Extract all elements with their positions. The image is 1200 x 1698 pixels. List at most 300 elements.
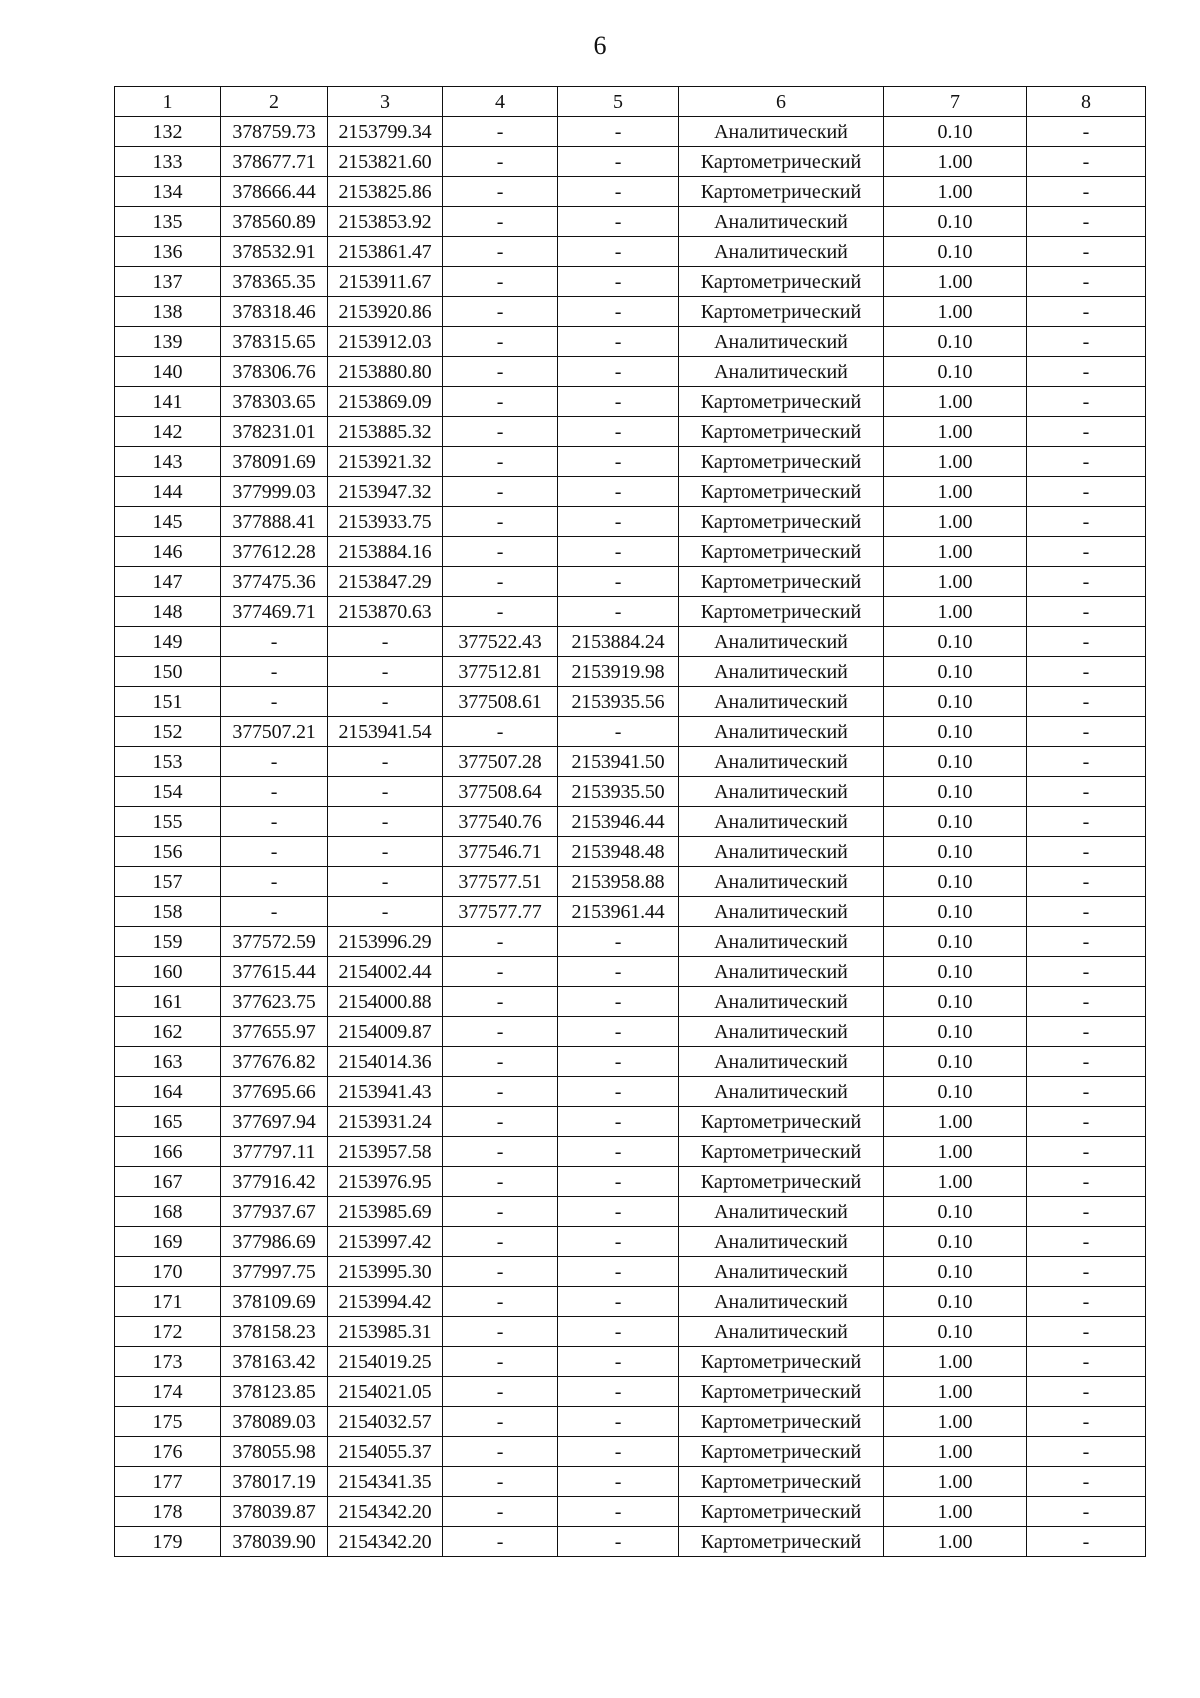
note-cell: - xyxy=(1027,1317,1146,1347)
x-alt-coordinate-cell: 377508.61 xyxy=(443,687,558,717)
accuracy-cell: 0.10 xyxy=(884,777,1027,807)
table-row xyxy=(115,477,1146,507)
accuracy-cell: 1.00 xyxy=(884,447,1027,477)
x-coordinate-cell: 377999.03 xyxy=(221,477,328,507)
y-coordinate-cell: 2153985.31 xyxy=(328,1317,443,1347)
x-alt-coordinate-cell: - xyxy=(443,1227,558,1257)
accuracy-cell: 1.00 xyxy=(884,1527,1027,1557)
method-cell: Аналитический xyxy=(679,957,884,987)
point-number-cell: 152 xyxy=(115,717,221,747)
x-coordinate-cell: 378666.44 xyxy=(221,177,328,207)
note-cell: - xyxy=(1027,1287,1146,1317)
x-alt-coordinate-cell: - xyxy=(443,477,558,507)
table-row xyxy=(115,1017,1146,1047)
x-coordinate-cell: 377888.41 xyxy=(221,507,328,537)
note-cell: - xyxy=(1027,1107,1146,1137)
accuracy-cell: 0.10 xyxy=(884,867,1027,897)
y-coordinate-cell: 2153921.32 xyxy=(328,447,443,477)
point-number-cell: 145 xyxy=(115,507,221,537)
method-cell: Аналитический xyxy=(679,807,884,837)
method-cell: Аналитический xyxy=(679,1287,884,1317)
y-coordinate-cell: 2153821.60 xyxy=(328,147,443,177)
table-row xyxy=(115,987,1146,1017)
x-coordinate-cell: 377612.28 xyxy=(221,537,328,567)
method-cell: Аналитический xyxy=(679,1077,884,1107)
table-row xyxy=(115,1377,1146,1407)
note-cell: - xyxy=(1027,987,1146,1017)
y-alt-coordinate-cell: - xyxy=(558,207,679,237)
note-cell: - xyxy=(1027,1377,1146,1407)
y-alt-coordinate-cell: - xyxy=(558,237,679,267)
y-coordinate-cell: 2153885.32 xyxy=(328,417,443,447)
note-cell: - xyxy=(1027,297,1146,327)
table-row xyxy=(115,1467,1146,1497)
y-coordinate-cell: - xyxy=(328,807,443,837)
header-row xyxy=(115,87,1146,117)
accuracy-cell: 0.10 xyxy=(884,1077,1027,1107)
accuracy-cell: 0.10 xyxy=(884,1227,1027,1257)
method-cell: Аналитический xyxy=(679,237,884,267)
x-alt-coordinate-cell: - xyxy=(443,1317,558,1347)
y-alt-coordinate-cell: 2153935.56 xyxy=(558,687,679,717)
x-coordinate-cell: 378306.76 xyxy=(221,357,328,387)
y-alt-coordinate-cell: - xyxy=(558,507,679,537)
accuracy-cell: 1.00 xyxy=(884,267,1027,297)
y-alt-coordinate-cell: 2153948.48 xyxy=(558,837,679,867)
y-alt-coordinate-cell: - xyxy=(558,1317,679,1347)
x-coordinate-cell: 378315.65 xyxy=(221,327,328,357)
point-number-cell: 179 xyxy=(115,1527,221,1557)
y-alt-coordinate-cell: - xyxy=(558,357,679,387)
accuracy-cell: 0.10 xyxy=(884,207,1027,237)
y-alt-coordinate-cell: - xyxy=(558,1107,679,1137)
y-coordinate-cell: 2153869.09 xyxy=(328,387,443,417)
method-cell: Аналитический xyxy=(679,687,884,717)
y-coordinate-cell: 2154019.25 xyxy=(328,1347,443,1377)
accuracy-cell: 0.10 xyxy=(884,1197,1027,1227)
method-cell: Картометрический xyxy=(679,597,884,627)
x-coordinate-cell: 378089.03 xyxy=(221,1407,328,1437)
note-cell: - xyxy=(1027,1437,1146,1467)
point-number-cell: 171 xyxy=(115,1287,221,1317)
method-cell: Аналитический xyxy=(679,1017,884,1047)
table-row xyxy=(115,777,1146,807)
table-row xyxy=(115,1227,1146,1257)
x-coordinate-cell: 378039.90 xyxy=(221,1527,328,1557)
accuracy-cell: 0.10 xyxy=(884,1047,1027,1077)
y-coordinate-cell: 2153912.03 xyxy=(328,327,443,357)
page-number: 6 xyxy=(593,31,607,60)
accuracy-cell: 0.10 xyxy=(884,1317,1027,1347)
x-alt-coordinate-cell: 377522.43 xyxy=(443,627,558,657)
note-cell: - xyxy=(1027,717,1146,747)
note-cell: - xyxy=(1027,1197,1146,1227)
method-cell: Аналитический xyxy=(679,987,884,1017)
x-alt-coordinate-cell: - xyxy=(443,1257,558,1287)
x-coordinate-cell: 378303.65 xyxy=(221,387,328,417)
accuracy-cell: 0.10 xyxy=(884,927,1027,957)
accuracy-cell: 0.10 xyxy=(884,1257,1027,1287)
note-cell: - xyxy=(1027,1527,1146,1557)
x-coordinate-cell: 377469.71 xyxy=(221,597,328,627)
y-alt-coordinate-cell: - xyxy=(558,1227,679,1257)
point-number-cell: 153 xyxy=(115,747,221,777)
table-row xyxy=(115,1497,1146,1527)
table-row xyxy=(115,447,1146,477)
point-number-cell: 166 xyxy=(115,1137,221,1167)
x-alt-coordinate-cell: 377508.64 xyxy=(443,777,558,807)
table-row xyxy=(115,1287,1146,1317)
table-row xyxy=(115,507,1146,537)
x-alt-coordinate-cell: - xyxy=(443,927,558,957)
y-alt-coordinate-cell: - xyxy=(558,957,679,987)
table-row xyxy=(115,1137,1146,1167)
method-cell: Аналитический xyxy=(679,1227,884,1257)
y-alt-coordinate-cell: - xyxy=(558,327,679,357)
note-cell: - xyxy=(1027,837,1146,867)
method-cell: Картометрический xyxy=(679,1467,884,1497)
accuracy-cell: 1.00 xyxy=(884,537,1027,567)
table-row xyxy=(115,717,1146,747)
y-coordinate-cell: - xyxy=(328,897,443,927)
y-coordinate-cell: 2154021.05 xyxy=(328,1377,443,1407)
x-coordinate-cell: 378560.89 xyxy=(221,207,328,237)
accuracy-cell: 0.10 xyxy=(884,687,1027,717)
accuracy-cell: 0.10 xyxy=(884,747,1027,777)
point-number-cell: 159 xyxy=(115,927,221,957)
note-cell: - xyxy=(1027,747,1146,777)
table-row xyxy=(115,837,1146,867)
point-number-cell: 140 xyxy=(115,357,221,387)
accuracy-cell: 1.00 xyxy=(884,567,1027,597)
y-coordinate-cell: 2153996.29 xyxy=(328,927,443,957)
x-alt-coordinate-cell: 377577.51 xyxy=(443,867,558,897)
y-coordinate-cell: 2153995.30 xyxy=(328,1257,443,1287)
x-alt-coordinate-cell: - xyxy=(443,237,558,267)
table-row xyxy=(115,267,1146,297)
y-alt-coordinate-cell: - xyxy=(558,297,679,327)
note-cell: - xyxy=(1027,117,1146,147)
method-cell: Картометрический xyxy=(679,177,884,207)
method-cell: Аналитический xyxy=(679,897,884,927)
method-cell: Аналитический xyxy=(679,1197,884,1227)
accuracy-cell: 0.10 xyxy=(884,327,1027,357)
note-cell: - xyxy=(1027,1257,1146,1287)
x-coordinate-cell: 377937.67 xyxy=(221,1197,328,1227)
y-coordinate-cell: 2154341.35 xyxy=(328,1467,443,1497)
y-alt-coordinate-cell: - xyxy=(558,1377,679,1407)
note-cell: - xyxy=(1027,1167,1146,1197)
y-alt-coordinate-cell: 2153958.88 xyxy=(558,867,679,897)
x-alt-coordinate-cell: 377540.76 xyxy=(443,807,558,837)
table-row xyxy=(115,297,1146,327)
table-row xyxy=(115,117,1146,147)
y-alt-coordinate-cell: - xyxy=(558,1167,679,1197)
x-coordinate-cell: 377797.11 xyxy=(221,1137,328,1167)
y-alt-coordinate-cell: - xyxy=(558,1497,679,1527)
point-number-cell: 169 xyxy=(115,1227,221,1257)
method-cell: Аналитический xyxy=(679,327,884,357)
x-coordinate-cell: 377986.69 xyxy=(221,1227,328,1257)
point-number-cell: 174 xyxy=(115,1377,221,1407)
point-number-cell: 147 xyxy=(115,567,221,597)
x-alt-coordinate-cell: 377507.28 xyxy=(443,747,558,777)
note-cell: - xyxy=(1027,357,1146,387)
y-coordinate-cell: 2153931.24 xyxy=(328,1107,443,1137)
column-header: 1 xyxy=(115,87,221,117)
x-coordinate-cell: 378677.71 xyxy=(221,147,328,177)
method-cell: Картометрический xyxy=(679,1527,884,1557)
point-number-cell: 158 xyxy=(115,897,221,927)
y-coordinate-cell: 2153941.43 xyxy=(328,1077,443,1107)
point-number-cell: 146 xyxy=(115,537,221,567)
method-cell: Аналитический xyxy=(679,837,884,867)
y-alt-coordinate-cell: 2153884.24 xyxy=(558,627,679,657)
note-cell: - xyxy=(1027,447,1146,477)
coordinates-table xyxy=(114,86,1146,1557)
column-header: 8 xyxy=(1027,87,1146,117)
accuracy-cell: 1.00 xyxy=(884,1347,1027,1377)
point-number-cell: 135 xyxy=(115,207,221,237)
x-coordinate-cell: 378163.42 xyxy=(221,1347,328,1377)
x-coordinate-cell: - xyxy=(221,747,328,777)
note-cell: - xyxy=(1027,237,1146,267)
note-cell: - xyxy=(1027,567,1146,597)
x-coordinate-cell: - xyxy=(221,777,328,807)
x-coordinate-cell: 377623.75 xyxy=(221,987,328,1017)
note-cell: - xyxy=(1027,807,1146,837)
accuracy-cell: 1.00 xyxy=(884,477,1027,507)
y-alt-coordinate-cell: 2153935.50 xyxy=(558,777,679,807)
note-cell: - xyxy=(1027,1467,1146,1497)
y-alt-coordinate-cell: - xyxy=(558,417,679,447)
x-coordinate-cell: 377997.75 xyxy=(221,1257,328,1287)
x-alt-coordinate-cell: 377546.71 xyxy=(443,837,558,867)
table-row xyxy=(115,387,1146,417)
x-coordinate-cell: 377655.97 xyxy=(221,1017,328,1047)
accuracy-cell: 1.00 xyxy=(884,1497,1027,1527)
point-number-cell: 134 xyxy=(115,177,221,207)
table-row xyxy=(115,657,1146,687)
y-coordinate-cell: 2153941.54 xyxy=(328,717,443,747)
y-alt-coordinate-cell: - xyxy=(558,567,679,597)
y-coordinate-cell: 2153799.34 xyxy=(328,117,443,147)
y-alt-coordinate-cell: - xyxy=(558,1077,679,1107)
accuracy-cell: 1.00 xyxy=(884,147,1027,177)
table-row xyxy=(115,327,1146,357)
accuracy-cell: 1.00 xyxy=(884,507,1027,537)
y-alt-coordinate-cell: 2153946.44 xyxy=(558,807,679,837)
note-cell: - xyxy=(1027,657,1146,687)
y-alt-coordinate-cell: - xyxy=(558,177,679,207)
note-cell: - xyxy=(1027,1347,1146,1377)
accuracy-cell: 0.10 xyxy=(884,657,1027,687)
x-alt-coordinate-cell: - xyxy=(443,267,558,297)
note-cell: - xyxy=(1027,627,1146,657)
accuracy-cell: 1.00 xyxy=(884,1437,1027,1467)
method-cell: Аналитический xyxy=(679,117,884,147)
note-cell: - xyxy=(1027,177,1146,207)
point-number-cell: 148 xyxy=(115,597,221,627)
table-row xyxy=(115,1047,1146,1077)
table-row xyxy=(115,807,1146,837)
point-number-cell: 139 xyxy=(115,327,221,357)
note-cell: - xyxy=(1027,597,1146,627)
note-cell: - xyxy=(1027,507,1146,537)
point-number-cell: 172 xyxy=(115,1317,221,1347)
x-alt-coordinate-cell: - xyxy=(443,1137,558,1167)
accuracy-cell: 0.10 xyxy=(884,987,1027,1017)
note-cell: - xyxy=(1027,777,1146,807)
point-number-cell: 155 xyxy=(115,807,221,837)
method-cell: Аналитический xyxy=(679,747,884,777)
table-row xyxy=(115,147,1146,177)
x-alt-coordinate-cell: - xyxy=(443,1407,558,1437)
method-cell: Аналитический xyxy=(679,927,884,957)
x-alt-coordinate-cell: - xyxy=(443,957,558,987)
y-alt-coordinate-cell: - xyxy=(558,717,679,747)
x-alt-coordinate-cell: 377577.77 xyxy=(443,897,558,927)
y-alt-coordinate-cell: - xyxy=(558,1197,679,1227)
note-cell: - xyxy=(1027,327,1146,357)
x-alt-coordinate-cell: - xyxy=(443,147,558,177)
x-coordinate-cell: - xyxy=(221,837,328,867)
table-row xyxy=(115,897,1146,927)
x-coordinate-cell: 378365.35 xyxy=(221,267,328,297)
y-alt-coordinate-cell: - xyxy=(558,1137,679,1167)
note-cell: - xyxy=(1027,387,1146,417)
accuracy-cell: 0.10 xyxy=(884,717,1027,747)
x-alt-coordinate-cell: - xyxy=(443,1497,558,1527)
x-coordinate-cell: 377475.36 xyxy=(221,567,328,597)
y-coordinate-cell: 2153997.42 xyxy=(328,1227,443,1257)
method-cell: Картометрический xyxy=(679,1107,884,1137)
x-alt-coordinate-cell: - xyxy=(443,1467,558,1497)
y-alt-coordinate-cell: - xyxy=(558,1437,679,1467)
x-coordinate-cell: 378039.87 xyxy=(221,1497,328,1527)
table-row xyxy=(115,927,1146,957)
note-cell: - xyxy=(1027,417,1146,447)
column-header: 4 xyxy=(443,87,558,117)
y-coordinate-cell: - xyxy=(328,867,443,897)
table-row xyxy=(115,1527,1146,1557)
accuracy-cell: 1.00 xyxy=(884,177,1027,207)
y-coordinate-cell: 2153957.58 xyxy=(328,1137,443,1167)
method-cell: Картометрический xyxy=(679,267,884,297)
x-alt-coordinate-cell: - xyxy=(443,387,558,417)
y-alt-coordinate-cell: - xyxy=(558,987,679,1017)
y-coordinate-cell: 2153976.95 xyxy=(328,1167,443,1197)
x-coordinate-cell: 378158.23 xyxy=(221,1317,328,1347)
table-row xyxy=(115,1437,1146,1467)
x-alt-coordinate-cell: - xyxy=(443,597,558,627)
x-alt-coordinate-cell: - xyxy=(443,987,558,1017)
point-number-cell: 177 xyxy=(115,1467,221,1497)
x-alt-coordinate-cell: - xyxy=(443,1197,558,1227)
y-coordinate-cell: 2153884.16 xyxy=(328,537,443,567)
note-cell: - xyxy=(1027,1017,1146,1047)
y-coordinate-cell: 2153847.29 xyxy=(328,567,443,597)
x-coordinate-cell: - xyxy=(221,897,328,927)
method-cell: Аналитический xyxy=(679,357,884,387)
x-coordinate-cell: 377916.42 xyxy=(221,1167,328,1197)
note-cell: - xyxy=(1027,867,1146,897)
point-number-cell: 168 xyxy=(115,1197,221,1227)
y-coordinate-cell: 2153933.75 xyxy=(328,507,443,537)
x-coordinate-cell: 378109.69 xyxy=(221,1287,328,1317)
accuracy-cell: 0.10 xyxy=(884,837,1027,867)
method-cell: Аналитический xyxy=(679,657,884,687)
method-cell: Картометрический xyxy=(679,1497,884,1527)
point-number-cell: 165 xyxy=(115,1107,221,1137)
point-number-cell: 156 xyxy=(115,837,221,867)
y-alt-coordinate-cell: - xyxy=(558,147,679,177)
x-alt-coordinate-cell: - xyxy=(443,507,558,537)
y-coordinate-cell: 2153920.86 xyxy=(328,297,443,327)
method-cell: Аналитический xyxy=(679,1047,884,1077)
y-alt-coordinate-cell: 2153961.44 xyxy=(558,897,679,927)
accuracy-cell: 1.00 xyxy=(884,1407,1027,1437)
method-cell: Аналитический xyxy=(679,207,884,237)
point-number-cell: 164 xyxy=(115,1077,221,1107)
x-coordinate-cell: 377695.66 xyxy=(221,1077,328,1107)
x-coordinate-cell: - xyxy=(221,687,328,717)
x-alt-coordinate-cell: - xyxy=(443,1347,558,1377)
y-coordinate-cell: 2154032.57 xyxy=(328,1407,443,1437)
x-alt-coordinate-cell: 377512.81 xyxy=(443,657,558,687)
note-cell: - xyxy=(1027,687,1146,717)
table-row xyxy=(115,957,1146,987)
note-cell: - xyxy=(1027,267,1146,297)
x-alt-coordinate-cell: - xyxy=(443,297,558,327)
point-number-cell: 136 xyxy=(115,237,221,267)
table-row xyxy=(115,1197,1146,1227)
point-number-cell: 141 xyxy=(115,387,221,417)
table-row xyxy=(115,177,1146,207)
y-coordinate-cell: 2153853.92 xyxy=(328,207,443,237)
point-number-cell: 175 xyxy=(115,1407,221,1437)
y-coordinate-cell: 2153870.63 xyxy=(328,597,443,627)
y-coordinate-cell: 2153947.32 xyxy=(328,477,443,507)
y-coordinate-cell: 2153825.86 xyxy=(328,177,443,207)
x-alt-coordinate-cell: - xyxy=(443,1377,558,1407)
table-row xyxy=(115,687,1146,717)
y-coordinate-cell: 2154014.36 xyxy=(328,1047,443,1077)
method-cell: Картометрический xyxy=(679,477,884,507)
column-header: 2 xyxy=(221,87,328,117)
point-number-cell: 142 xyxy=(115,417,221,447)
point-number-cell: 176 xyxy=(115,1437,221,1467)
accuracy-cell: 0.10 xyxy=(884,1287,1027,1317)
method-cell: Аналитический xyxy=(679,867,884,897)
table-row xyxy=(115,417,1146,447)
y-coordinate-cell: 2154002.44 xyxy=(328,957,443,987)
x-coordinate-cell: 378318.46 xyxy=(221,297,328,327)
table-row xyxy=(115,1347,1146,1377)
table-row xyxy=(115,597,1146,627)
y-coordinate-cell: 2154342.20 xyxy=(328,1497,443,1527)
y-alt-coordinate-cell: - xyxy=(558,1467,679,1497)
y-alt-coordinate-cell: - xyxy=(558,1527,679,1557)
x-coordinate-cell: - xyxy=(221,867,328,897)
y-coordinate-cell: - xyxy=(328,687,443,717)
accuracy-cell: 0.10 xyxy=(884,1017,1027,1047)
y-alt-coordinate-cell: 2153919.98 xyxy=(558,657,679,687)
accuracy-cell: 0.10 xyxy=(884,957,1027,987)
y-alt-coordinate-cell: - xyxy=(558,1257,679,1287)
x-alt-coordinate-cell: - xyxy=(443,567,558,597)
x-coordinate-cell: 378055.98 xyxy=(221,1437,328,1467)
